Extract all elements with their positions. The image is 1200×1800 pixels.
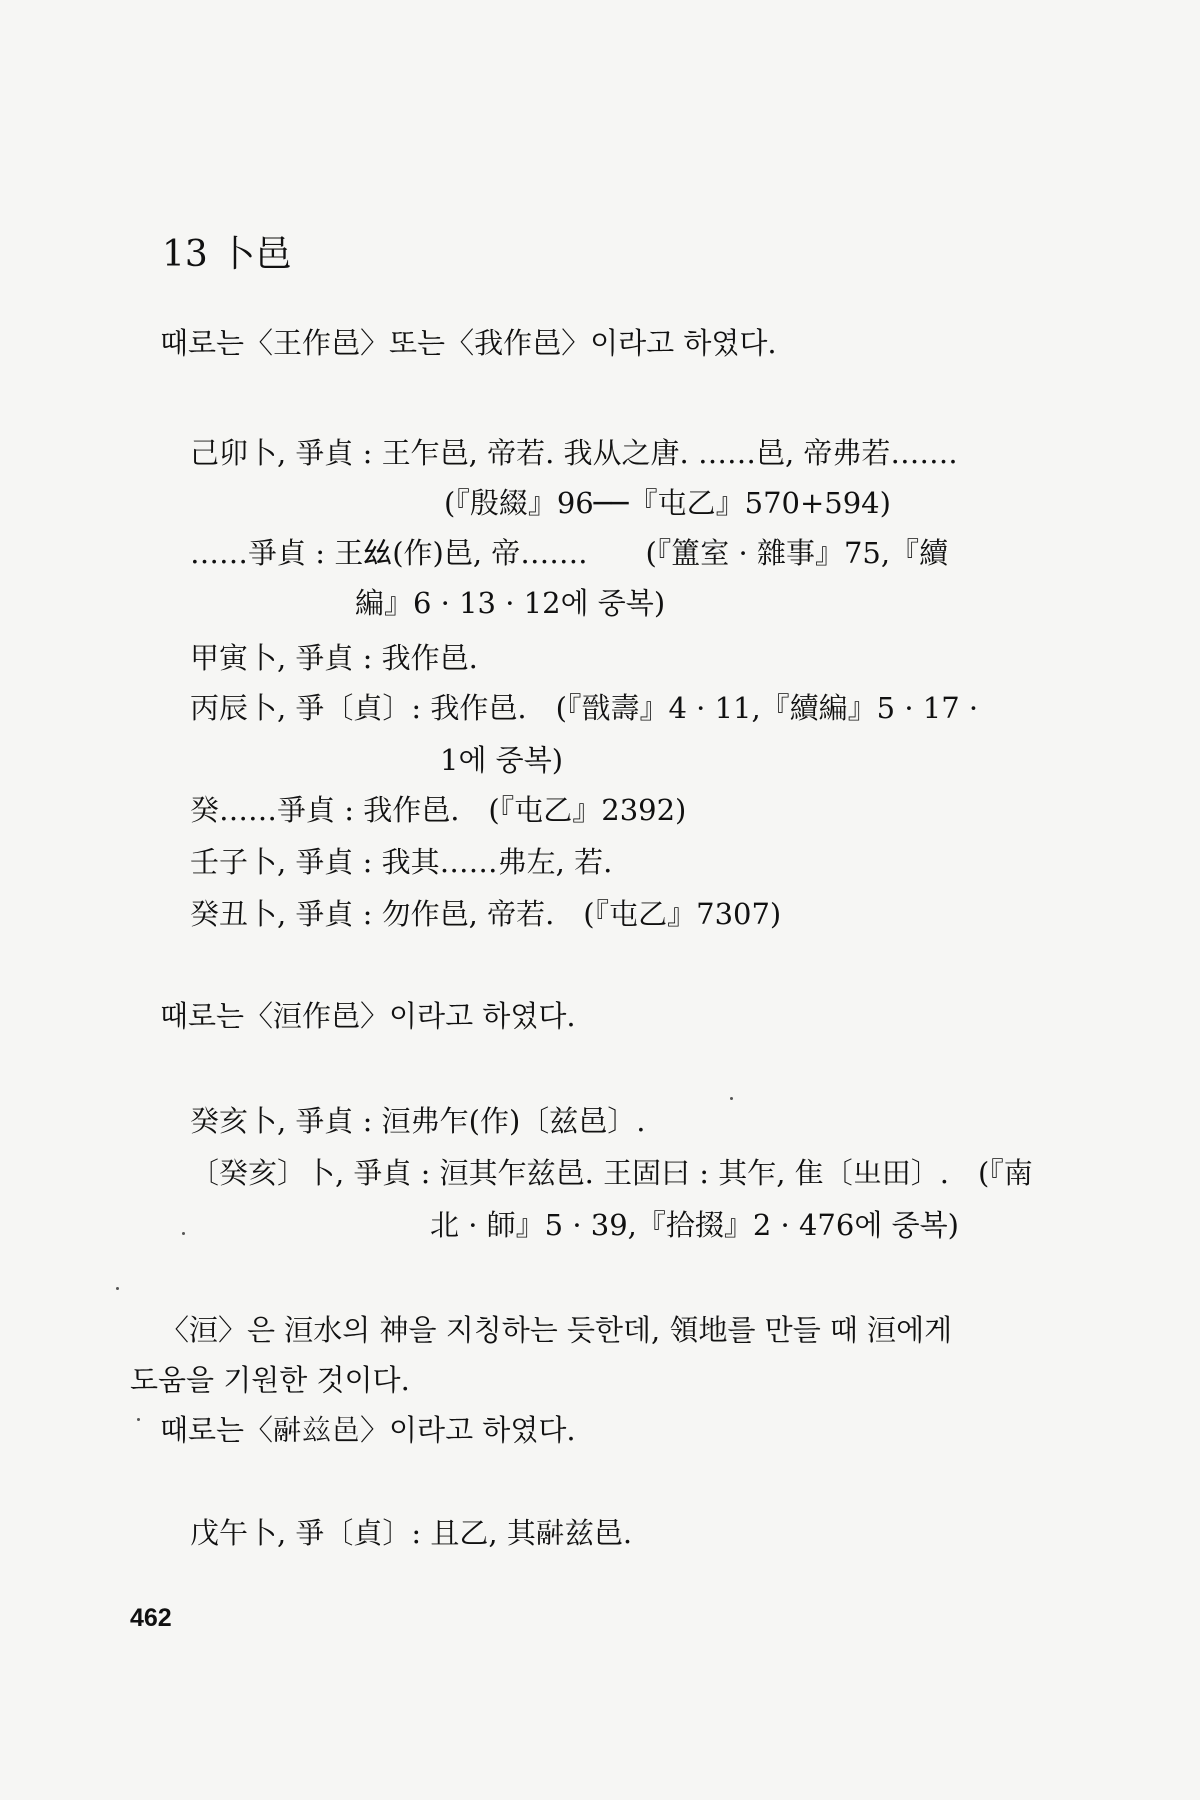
citation-line: 北 · 師』5 · 39,『拾掇』2 · 476에 중복) bbox=[430, 1208, 959, 1242]
scan-speck bbox=[730, 1097, 733, 1100]
body-paragraph: 때로는〈洹作邑〉이라고 하였다. bbox=[160, 999, 576, 1033]
body-paragraph: 〈洹〉은 洹水의 神을 지칭하는 듯한데, 領地를 만들 때 洹에게 bbox=[160, 1313, 953, 1347]
scan-speck bbox=[182, 1232, 185, 1235]
inscription-line: 甲寅卜, 爭貞 : 我作邑. bbox=[190, 641, 478, 675]
section-heading: 13 卜邑 bbox=[162, 234, 292, 275]
inscription-line: 癸亥卜, 爭貞 : 洹弗乍(作)〔兹邑〕. bbox=[190, 1104, 646, 1138]
inscription-line: 癸……爭貞 : 我作邑. (『屯乙』2392) bbox=[190, 793, 687, 827]
scan-speck bbox=[137, 1418, 140, 1421]
inscription-line: 壬子卜, 爭貞 : 我其……弗左, 若. bbox=[190, 845, 613, 879]
citation-line: 編』6 · 13 · 12에 중복) bbox=[355, 586, 666, 620]
inscription-line: 癸丑卜, 爭貞 : 勿作邑, 帝若. (『屯乙』7307) bbox=[190, 897, 782, 931]
body-paragraph: 도움을 기원한 것이다. bbox=[130, 1363, 410, 1397]
inscription-line: 〔癸亥〕卜, 爭貞 : 洹其乍兹邑. 王固曰 : 其乍, 隹〔㞢田〕. (『南 bbox=[190, 1156, 1033, 1190]
body-paragraph: 때로는〈𩰫兹邑〉이라고 하였다. bbox=[160, 1413, 576, 1447]
scan-speck bbox=[116, 1287, 119, 1290]
body-paragraph: 때로는〈王作邑〉또는〈我作邑〉이라고 하였다. bbox=[160, 326, 777, 360]
citation-line: (『殷綴』96──『屯乙』570+594) bbox=[444, 486, 891, 520]
inscription-line: 戊午卜, 爭〔貞〕: 且乙, 其𩰫兹邑. bbox=[190, 1516, 633, 1550]
citation-line: 1에 중복) bbox=[440, 743, 564, 777]
inscription-line: 己卯卜, 爭貞 : 王乍邑, 帝若. 我从之唐. ……邑, 帝弗若……. bbox=[190, 436, 958, 470]
inscription-line: ……爭貞 : 王𢆶(作)邑, 帝……. (『簠室 · 雜事』75,『續 bbox=[190, 536, 949, 570]
page-number: 462 bbox=[130, 1604, 172, 1632]
inscription-line: 丙辰卜, 爭〔貞〕: 我作邑. (『戩壽』4 · 11,『續編』5 · 17 · bbox=[190, 691, 979, 725]
